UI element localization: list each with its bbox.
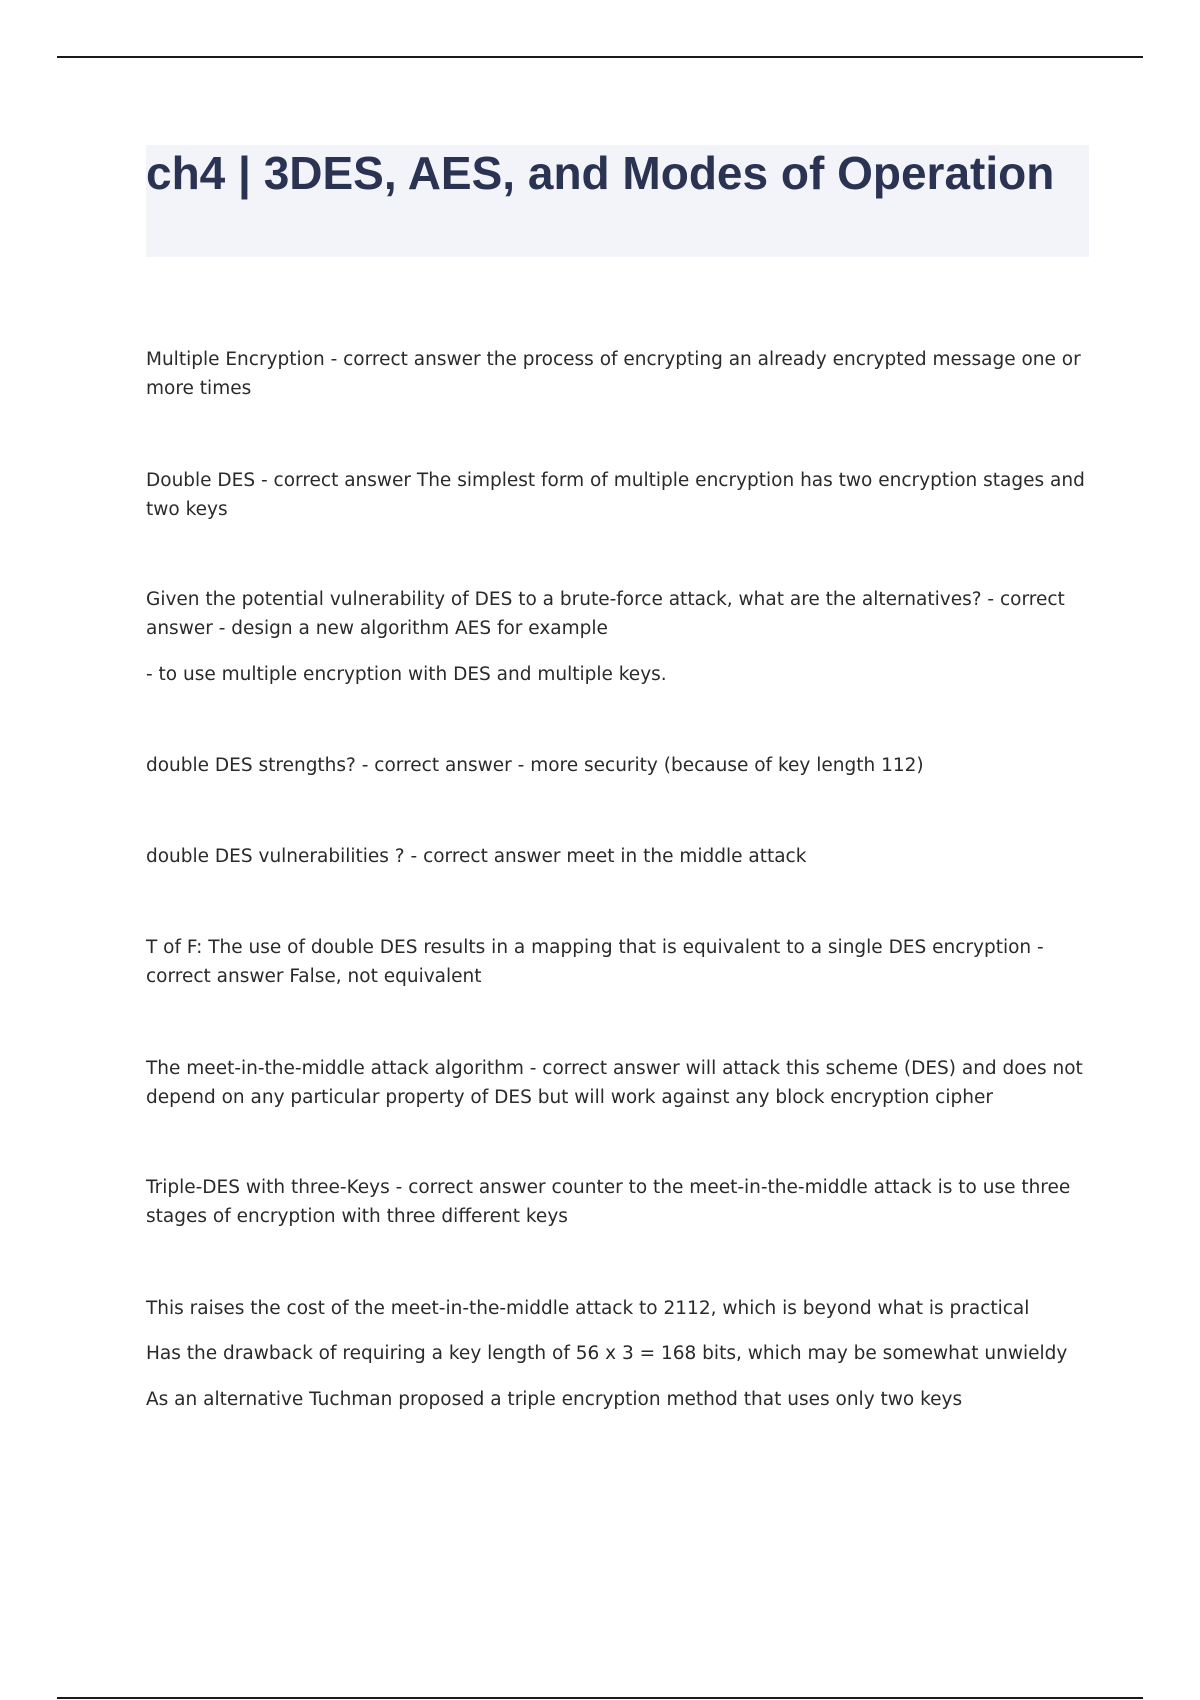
- paragraph-alternatives-continued: - to use multiple encryption with DES and multiple keys.: [146, 664, 667, 685]
- paragraph-cost-raise: This raises the cost of the meet-in-the-middle attack to 2112, which is beyond what is practical: [146, 1298, 1030, 1319]
- title-banner: [146, 145, 1089, 257]
- paragraph-true-or-false: T of F: The use of double DES results in a mapping that is equivalent to a single DES encryption - correct answer False, not equivalent: [146, 937, 1044, 987]
- page-title: ch4 | 3DES, AES, and Modes of Operation: [146, 147, 1055, 199]
- paragraph-alternatives-question: Given the potential vulnerability of DES to a brute-force attack, what are the alternatives? - correct answer - design a new algorithm AES for example: [146, 589, 1065, 639]
- top-divider: [57, 56, 1143, 58]
- paragraph-meet-in-the-middle: The meet-in-the-middle attack algorithm - correct answer will attack this scheme (DES) and does not depend on any particular property of DES but will work against any block encryption cipher: [146, 1058, 1083, 1108]
- paragraph-multiple-encryption: Multiple Encryption - correct answer the process of encrypting an already encrypted message one or more times: [146, 349, 1081, 399]
- paragraph-double-des: Double DES - correct answer The simplest form of multiple encryption has two encryption stages and two keys: [146, 470, 1085, 520]
- paragraph-triple-des: Triple-DES with three-Keys - correct answer counter to the meet-in-the-middle attack is to use three stages of encryption with three different keys: [146, 1177, 1071, 1227]
- bottom-divider: [57, 1697, 1143, 1699]
- paragraph-double-des-strengths: double DES strengths? - correct answer - more security (because of key length 112): [146, 755, 924, 776]
- paragraph-drawback: Has the drawback of requiring a key length of 56 x 3 = 168 bits, which may be somewhat unwieldy: [146, 1343, 1068, 1364]
- paragraph-double-des-vulnerabilities: double DES vulnerabilities ? - correct answer meet in the middle attack: [146, 846, 807, 867]
- paragraph-tuchman: As an alternative Tuchman proposed a triple encryption method that uses only two keys: [146, 1389, 963, 1410]
